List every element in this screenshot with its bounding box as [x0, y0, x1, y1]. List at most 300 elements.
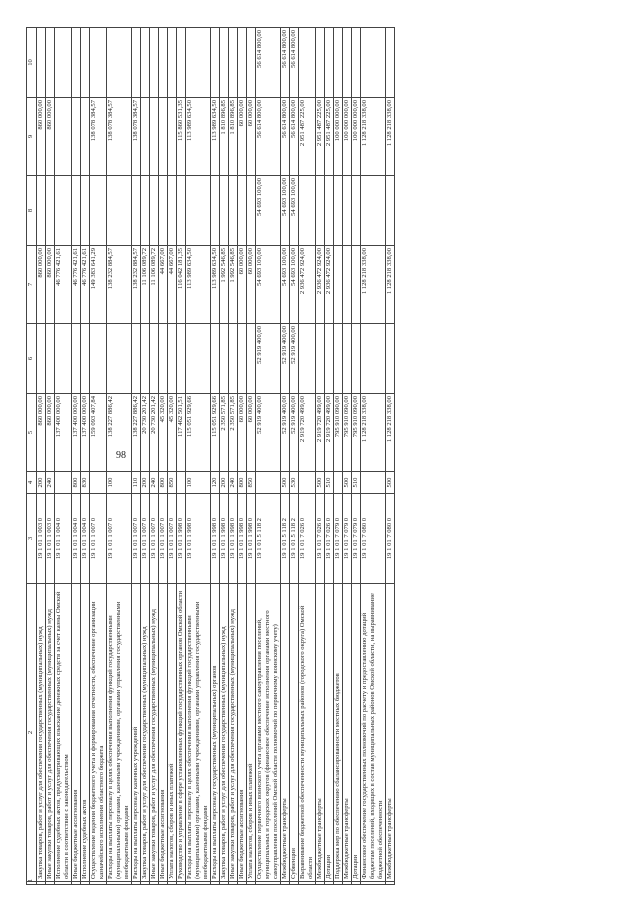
row-number-cell [72, 882, 81, 885]
amount-2024-cell: 115 051 929,66 [211, 394, 220, 472]
amount-2026-cell: 100 000 000,00 [352, 98, 361, 176]
item-name-cell: Иные закупки товаров, работ и услуг для обеспечения государственных (муниципальных) нужд [46, 584, 55, 882]
subvention-2026-cell [37, 28, 46, 98]
subvention-2026-cell [159, 28, 168, 98]
subvention-2026-cell: 56 614 800,00 [256, 28, 281, 98]
expense-type-cell: 800 [238, 472, 247, 494]
amount-2026-cell: 138 078 384,57 [107, 98, 132, 176]
subvention-2026-cell [90, 28, 107, 98]
subvention-2026-cell [220, 28, 229, 98]
target-code-cell: 19 1 01 1 007 0 [132, 494, 141, 584]
amount-2026-cell: 860 000,00 [46, 98, 55, 176]
expense-type-cell: 100 [107, 472, 132, 494]
amount-2026-cell: 1 128 218 338,00 [361, 98, 386, 176]
subvention-2026-cell: 56 614 800,00 [290, 28, 299, 98]
subvention-2026-cell [150, 28, 159, 98]
subvention-2025-cell [334, 176, 343, 246]
item-name-cell: Иные бюджетные ассигнования [159, 584, 168, 882]
amount-2025-cell: 860 000,00 [37, 246, 46, 324]
subvention-2025-cell [247, 176, 256, 246]
item-name-cell: Осуществление первичного воинского учета органами местного самоуправления поселений, муниципальных и городских округов (финансовое обеспечение исполнения органами местного самоуправления поселений Омской области полномочий по первичному воинскому учету) [256, 584, 281, 882]
table-row [37, 28, 46, 885]
amount-2026-cell [168, 98, 177, 176]
target-code-cell: 19 1 01 1 998 0 [177, 494, 186, 584]
amount-2025-cell [343, 246, 352, 324]
subvention-2025-cell [352, 176, 361, 246]
row-number-cell [229, 882, 238, 885]
subvention-2025-cell [220, 176, 229, 246]
subvention-2025-cell: 54 693 100,00 [281, 176, 290, 246]
subvention-2024-cell [46, 324, 55, 394]
subvention-2025-cell [46, 176, 55, 246]
subvention-2026-cell [72, 28, 81, 98]
subvention-2025-cell [168, 176, 177, 246]
amount-2024-cell: 2 919 720 499,00 [299, 394, 316, 472]
amount-2026-cell: 1 810 896,85 [220, 98, 229, 176]
item-name-cell: Иные закупки товаров, работ и услуг для обеспечения государственных (муниципальных) нужд [229, 584, 238, 882]
subvention-2024-cell [238, 324, 247, 394]
table-row [177, 28, 186, 885]
row-number-cell [141, 882, 150, 885]
target-code-cell: 19 1 01 1 998 0 [238, 494, 247, 584]
subvention-2026-cell [107, 28, 132, 98]
subvention-2026-cell: 56 614 800,00 [281, 28, 290, 98]
subvention-2026-cell [141, 28, 150, 98]
subvention-2025-cell [386, 176, 395, 246]
subvention-2025-cell [229, 176, 238, 246]
target-code-cell: 19 1 01 1 998 0 [229, 494, 238, 584]
expense-type-cell: 530 [290, 472, 299, 494]
amount-2024-cell: 2 919 720 499,00 [325, 394, 334, 472]
item-name-cell: Межбюджетные трансферты [343, 584, 352, 882]
amount-2026-cell: 2 951 487 225,00 [325, 98, 334, 176]
subvention-2025-cell [107, 176, 132, 246]
amount-2026-cell: 138 078 384,57 [90, 98, 107, 176]
subvention-2025-cell [343, 176, 352, 246]
amount-2025-cell: 1 992 546,85 [229, 246, 238, 324]
expense-type-cell: 200 [141, 472, 150, 494]
amount-2025-cell: 1 128 218 338,00 [386, 246, 395, 324]
row-number-cell [186, 882, 211, 885]
row-number-cell [343, 882, 352, 885]
amount-2025-cell [334, 246, 343, 324]
table-row [352, 28, 361, 885]
row-number-cell [325, 882, 334, 885]
amount-2025-cell: 54 693 100,00 [290, 246, 299, 324]
row-number-cell [107, 882, 132, 885]
target-code-cell: 19 1 01 1 998 0 [211, 494, 220, 584]
amount-2026-cell: 100 000 000,00 [343, 98, 352, 176]
expense-type-cell [177, 472, 186, 494]
amount-2026-cell [159, 98, 168, 176]
subvention-2024-cell [168, 324, 177, 394]
expense-type-cell: 500 [343, 472, 352, 494]
row-number-cell [55, 882, 72, 885]
amount-2024-cell: 2 350 571,85 [229, 394, 238, 472]
amount-2024-cell: 795 910 090,00 [352, 394, 361, 472]
target-code-cell: 19 1 01 1 998 0 [186, 494, 211, 584]
subvention-2024-cell [325, 324, 334, 394]
expense-type-cell: 110 [132, 472, 141, 494]
table-row [316, 28, 325, 885]
item-name-cell: Расходы на выплаты персоналу в целях обеспечения выполнения функций государственными (муниципальными) органами, казенными учреждениями, органами управления государственными внебюджетными фондами [107, 584, 132, 882]
expense-type-cell: 510 [325, 472, 334, 494]
target-code-cell: 19 1 01 1 998 0 [247, 494, 256, 584]
row-number-cell [150, 882, 159, 885]
table-row [141, 28, 150, 885]
table-row [247, 28, 256, 885]
subvention-2024-cell [37, 324, 46, 394]
subvention-2026-cell [343, 28, 352, 98]
expense-type-cell: 500 [386, 472, 395, 494]
subvention-2025-cell [325, 176, 334, 246]
amount-2026-cell: 56 614 800,00 [256, 98, 281, 176]
table-row [46, 28, 55, 885]
table-row [325, 28, 334, 885]
table-row [361, 28, 386, 885]
table-row [159, 28, 168, 885]
subvention-2026-cell [132, 28, 141, 98]
amount-2024-cell: 137 400 000,00 [55, 394, 72, 472]
row-number-cell [132, 882, 141, 885]
subvention-2025-cell [141, 176, 150, 246]
subvention-2026-cell [168, 28, 177, 98]
expense-type-cell: 240 [46, 472, 55, 494]
amount-2025-cell: 11 106 089,72 [150, 246, 159, 324]
table-row [81, 28, 90, 885]
item-name-cell: Поддержка мер по обеспечению сбалансированности местных бюджетов [334, 584, 343, 882]
subvention-2025-cell: 54 693 100,00 [256, 176, 281, 246]
subvention-2024-cell: 52 919 400,00 [256, 324, 281, 394]
item-name-cell: Межбюджетные трансферты [281, 584, 290, 882]
target-code-cell: 19 1 01 1 004 0 [81, 494, 90, 584]
target-code-cell: 19 1 01 1 007 0 [150, 494, 159, 584]
amount-2025-cell: 116 042 181,35 [177, 246, 186, 324]
subvention-2024-cell: 52 919 400,00 [290, 324, 299, 394]
amount-2026-cell: 1 810 896,85 [229, 98, 238, 176]
subvention-2024-cell [334, 324, 343, 394]
subvention-2025-cell [361, 176, 386, 246]
subvention-2025-cell [177, 176, 186, 246]
row-number-cell [168, 882, 177, 885]
subvention-2024-cell [386, 324, 395, 394]
subvention-2025-cell [55, 176, 72, 246]
subvention-2025-cell [211, 176, 220, 246]
table-row [238, 28, 247, 885]
amount-2025-cell: 60 000,00 [247, 246, 256, 324]
expense-type-cell [90, 472, 107, 494]
amount-2025-cell: 2 936 472 924,00 [299, 246, 316, 324]
table-row [343, 28, 352, 885]
target-code-cell: 19 1 01 1 003 0 [46, 494, 55, 584]
table-row [72, 28, 81, 885]
amount-2025-cell: 46 776 421,61 [81, 246, 90, 324]
table-row [55, 28, 72, 885]
amount-2024-cell: 795 910 090,00 [343, 394, 352, 472]
amount-2024-cell: 52 919 400,00 [256, 394, 281, 472]
subvention-2025-cell [186, 176, 211, 246]
subvention-2024-cell [361, 324, 386, 394]
item-name-cell: Расходы на выплаты персоналу в целях обеспечения выполнения функций государственными (муниципальными) органами, казенными учреждениями, органами управления государственными внебюджетными фондами [186, 584, 211, 882]
subvention-2025-cell [150, 176, 159, 246]
item-name-cell: Закупка товаров, работ и услуг для обеспечения государственных (муниципальных) нужд [37, 584, 46, 882]
expense-type-cell: 500 [316, 472, 325, 494]
target-code-cell: 19 1 01 5 118 2 [290, 494, 299, 584]
amount-2024-cell: 117 462 501,51 [177, 394, 186, 472]
target-code-cell: 19 1 01 7 026 0 [299, 494, 316, 584]
item-name-cell: Межбюджетные трансферты [386, 584, 395, 882]
item-name-cell: Расходы на выплаты персоналу государственных (муниципальных) органов [211, 584, 220, 882]
expense-type-cell: 800 [72, 472, 81, 494]
table-row [334, 28, 343, 885]
expense-type-cell: 850 [247, 472, 256, 494]
item-name-cell: Руководство и управление в сфере установленных функций государственных органов Омской области [177, 584, 186, 882]
amount-2024-cell: 115 051 929,66 [186, 394, 211, 472]
subvention-2024-cell [247, 324, 256, 394]
expense-type-cell: 830 [81, 472, 90, 494]
row-number-cell [37, 882, 46, 885]
header-cell-8: 8 [27, 176, 37, 246]
header-cell-9: 9 [27, 98, 37, 176]
target-code-cell: 19 1 01 1 998 0 [220, 494, 229, 584]
amount-2025-cell: 46 776 421,61 [72, 246, 81, 324]
header-cell-6: 6 [27, 324, 37, 394]
amount-2024-cell: 1 128 218 338,00 [361, 394, 386, 472]
subvention-2026-cell [46, 28, 55, 98]
amount-2024-cell: 1 128 218 338,00 [386, 394, 395, 472]
table-row [220, 28, 229, 885]
subvention-2024-cell [107, 324, 132, 394]
amount-2026-cell: 56 614 800,00 [281, 98, 290, 176]
amount-2024-cell: 860 000,00 [37, 394, 46, 472]
table-row [299, 28, 316, 885]
item-name-cell: Межбюджетные трансферты [316, 584, 325, 882]
subvention-2026-cell [299, 28, 316, 98]
row-number-cell [46, 882, 55, 885]
expense-type-cell: 120 [211, 472, 220, 494]
amount-2026-cell: 2 951 487 225,00 [316, 98, 325, 176]
row-number-cell [159, 882, 168, 885]
amount-2026-cell: 113 989 634,50 [186, 98, 211, 176]
subvention-2025-cell [159, 176, 168, 246]
row-number-cell [290, 882, 299, 885]
row-number-cell [90, 882, 107, 885]
amount-2025-cell: 54 693 100,00 [256, 246, 281, 324]
table-row [211, 28, 220, 885]
subvention-2025-cell [37, 176, 46, 246]
subvention-2024-cell [141, 324, 150, 394]
amount-2026-cell [72, 98, 81, 176]
amount-2025-cell: 44 667,00 [168, 246, 177, 324]
amount-2026-cell: 60 000,00 [247, 98, 256, 176]
row-number-cell [238, 882, 247, 885]
subvention-2026-cell [316, 28, 325, 98]
amount-2026-cell: 113 989 634,50 [211, 98, 220, 176]
subvention-2024-cell [211, 324, 220, 394]
item-name-cell: Расходы на выплаты персоналу казенных учреждений [132, 584, 141, 882]
amount-2026-cell: 1 128 218 338,00 [386, 98, 395, 176]
subvention-2024-cell [177, 324, 186, 394]
amount-2024-cell: 2 919 720 499,00 [316, 394, 325, 472]
row-number-cell [316, 882, 325, 885]
item-name-cell: Финансовое обеспечение государственных полномочий по расчету и предоставлению дотаций бюджетам поселений, входящих в состав муниципальных районов Омской области, на выравнивание бюджетной обеспеченности [361, 584, 386, 882]
expense-type-cell: 510 [352, 472, 361, 494]
subvention-2024-cell [186, 324, 211, 394]
subvention-2026-cell [334, 28, 343, 98]
item-name-cell: Уплата налогов, сборов и иных платежей [247, 584, 256, 882]
subvention-2024-cell [229, 324, 238, 394]
amount-2026-cell [141, 98, 150, 176]
item-name-cell: Уплата налогов, сборов и иных платежей [168, 584, 177, 882]
amount-2024-cell: 20 730 201,42 [150, 394, 159, 472]
table-row [186, 28, 211, 885]
item-name-cell: Исполнение судебных актов [81, 584, 90, 882]
target-code-cell: 19 1 01 7 080 0 [386, 494, 395, 584]
row-number-cell [177, 882, 186, 885]
subvention-2026-cell [386, 28, 395, 98]
expense-type-cell [361, 472, 386, 494]
header-cell-10: 10 [27, 28, 37, 98]
amount-2026-cell: 60 000,00 [238, 98, 247, 176]
item-name-cell: Выравнивание бюджетной обеспеченности муниципальных районов (городского округа) Омской области [299, 584, 316, 882]
amount-2024-cell: 20 730 201,42 [141, 394, 150, 472]
amount-2026-cell [150, 98, 159, 176]
budget-table [26, 27, 395, 885]
subvention-2026-cell [238, 28, 247, 98]
expense-type-cell [334, 472, 343, 494]
subvention-2024-cell: 52 919 400,00 [281, 324, 290, 394]
amount-2025-cell: 1 992 546,85 [220, 246, 229, 324]
amount-2026-cell: 2 951 487 225,00 [299, 98, 316, 176]
item-name-cell: Дотации [325, 584, 334, 882]
amount-2024-cell: 52 919 400,00 [281, 394, 290, 472]
target-code-cell: 19 1 01 7 079 0 [352, 494, 361, 584]
subvention-2025-cell [132, 176, 141, 246]
item-name-cell: Иные закупки товаров, работ и услуг для обеспечения государственных (муниципальных) нужд [150, 584, 159, 882]
row-number-cell [220, 882, 229, 885]
amount-2025-cell: 138 232 884,57 [107, 246, 132, 324]
amount-2024-cell: 159 093 407,84 [90, 394, 107, 472]
target-code-cell: 19 1 01 7 079 0 [334, 494, 343, 584]
item-name-cell: Исполнение судебных актов, предусматривающих взыскание денежных средств за счет казны Омской области в соответствии с законодательством [55, 584, 72, 882]
target-code-cell: 19 1 01 1 007 0 [168, 494, 177, 584]
table-row [168, 28, 177, 885]
row-number-cell [386, 882, 395, 885]
subvention-2026-cell [247, 28, 256, 98]
expense-type-cell: 100 [186, 472, 211, 494]
target-code-cell: 19 1 01 7 026 0 [316, 494, 325, 584]
subvention-2024-cell [299, 324, 316, 394]
row-number-cell [352, 882, 361, 885]
amount-2025-cell: 113 989 634,50 [211, 246, 220, 324]
amount-2024-cell: 45 320,00 [168, 394, 177, 472]
row-number-cell [247, 882, 256, 885]
subvention-2026-cell [211, 28, 220, 98]
amount-2026-cell: 100 000 000,00 [334, 98, 343, 176]
table-row [290, 28, 299, 885]
row-number-cell [256, 882, 281, 885]
amount-2025-cell: 46 776 421,61 [55, 246, 72, 324]
expense-type-cell [55, 472, 72, 494]
target-code-cell: 19 1 01 7 080 0 [361, 494, 386, 584]
amount-2025-cell: 11 106 089,72 [141, 246, 150, 324]
subvention-2024-cell [316, 324, 325, 394]
amount-2025-cell [352, 246, 361, 324]
row-number-cell [281, 882, 290, 885]
subvention-2024-cell [90, 324, 107, 394]
subvention-2025-cell [81, 176, 90, 246]
item-name-cell: Иные бюджетные ассигнования [72, 584, 81, 882]
table-row [229, 28, 238, 885]
subvention-2025-cell [72, 176, 81, 246]
amount-2026-cell [81, 98, 90, 176]
header-row [27, 28, 37, 885]
header-cell-1: 1 [27, 882, 37, 885]
subvention-2026-cell [186, 28, 211, 98]
subvention-2026-cell [325, 28, 334, 98]
subvention-2026-cell [177, 28, 186, 98]
target-code-cell: 19 1 01 7 079 0 [343, 494, 352, 584]
target-code-cell: 19 1 01 1 007 0 [141, 494, 150, 584]
subvention-2024-cell [220, 324, 229, 394]
item-name-cell: Закупка товаров, работ и услуг для обеспечения государственных (муниципальных) нужд [141, 584, 150, 882]
amount-2025-cell: 113 989 634,50 [186, 246, 211, 324]
amount-2024-cell: 795 910 090,00 [334, 394, 343, 472]
subvention-2025-cell [299, 176, 316, 246]
subvention-2024-cell [159, 324, 168, 394]
amount-2024-cell: 137 400 000,00 [81, 394, 90, 472]
amount-2024-cell: 45 320,00 [159, 394, 168, 472]
target-code-cell: 19 1 01 5 118 2 [256, 494, 281, 584]
amount-2024-cell: 138 227 886,42 [107, 394, 132, 472]
amount-2024-cell: 860 000,00 [46, 394, 55, 472]
subvention-2024-cell [81, 324, 90, 394]
subvention-2024-cell [352, 324, 361, 394]
amount-2026-cell: 115 860 531,35 [177, 98, 186, 176]
amount-2025-cell: 44 667,00 [159, 246, 168, 324]
subvention-2025-cell [238, 176, 247, 246]
amount-2024-cell: 60 000,00 [238, 394, 247, 472]
item-name-cell: Закупка товаров, работ и услуг для обеспечения государственных (муниципальных) нужд [220, 584, 229, 882]
expense-type-cell: 240 [150, 472, 159, 494]
subvention-2024-cell [343, 324, 352, 394]
table-row [132, 28, 141, 885]
table-row [107, 28, 132, 885]
target-code-cell: 19 1 01 1 007 0 [90, 494, 107, 584]
subvention-2026-cell [55, 28, 72, 98]
amount-2025-cell: 54 693 100,00 [281, 246, 290, 324]
row-number-cell [211, 882, 220, 885]
subvention-2024-cell [150, 324, 159, 394]
target-code-cell: 19 1 01 5 118 2 [281, 494, 290, 584]
amount-2024-cell: 138 227 886,42 [132, 394, 141, 472]
row-number-cell [334, 882, 343, 885]
header-cell-7: 7 [27, 246, 37, 324]
subvention-2026-cell [229, 28, 238, 98]
row-number-cell [361, 882, 386, 885]
expense-type-cell: 800 [159, 472, 168, 494]
subvention-2026-cell [361, 28, 386, 98]
target-code-cell: 19 1 01 1 003 0 [37, 494, 46, 584]
subvention-2026-cell [81, 28, 90, 98]
amount-2024-cell: 52 919 400,00 [290, 394, 299, 472]
target-code-cell: 19 1 01 1 007 0 [159, 494, 168, 584]
amount-2024-cell: 137 400 000,00 [72, 394, 81, 472]
expense-type-cell [299, 472, 316, 494]
amount-2026-cell: 138 078 384,57 [132, 98, 141, 176]
amount-2026-cell: 860 000,00 [37, 98, 46, 176]
header-cell-4: 4 [27, 472, 37, 494]
